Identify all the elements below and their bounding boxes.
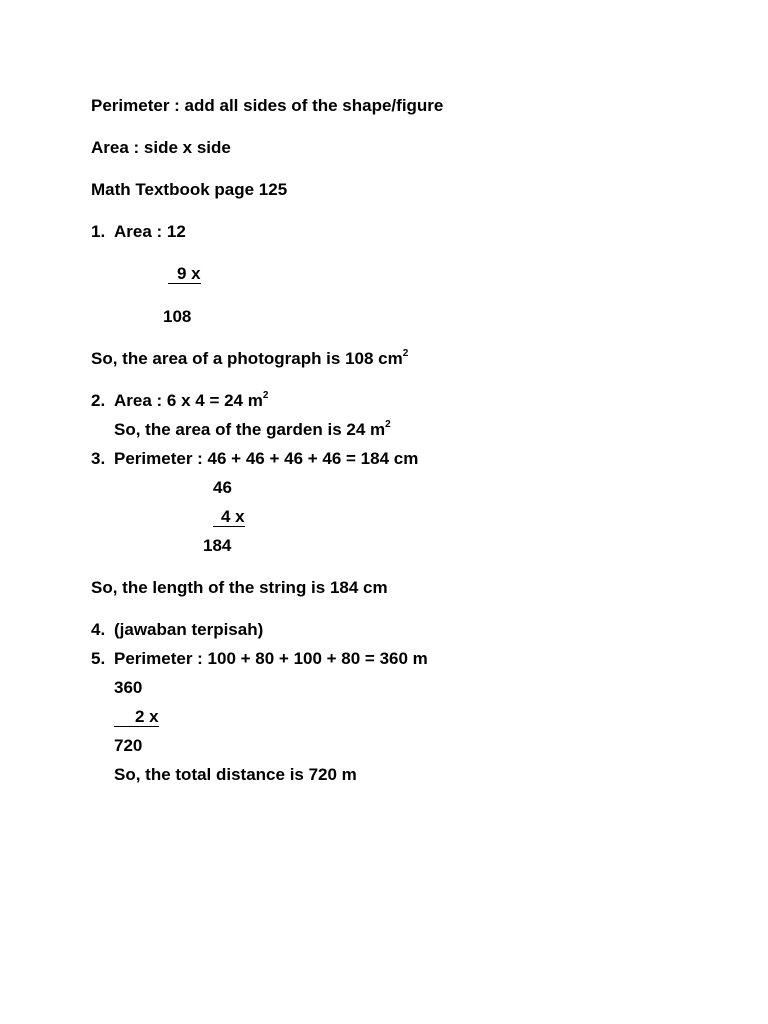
question-3-result: 184 [203,536,232,555]
question-4 [91,620,263,640]
question-1-answer-text: So, the area of a photograph is 108 cm [91,349,403,368]
question-5-answer: So, the total distance is 720 m [114,765,357,784]
question-5-multiplicand: 360 [114,678,143,697]
question-3-multiplier: 4 x [213,508,245,527]
question-2-number: 2. [91,391,106,410]
perimeter-definition: Perimeter : add all sides of the shape/figure [91,96,444,115]
question-2 [91,391,268,411]
question-1-number: 1. [91,222,106,241]
question-1-answer [91,349,408,369]
question-3-text: Perimeter : 46 + 46 + 46 + 46 = 184 cm [114,449,419,468]
question-2-answer-text: So, the area of the garden is 24 m [114,420,386,439]
question-5-multiplier-row [114,707,159,727]
question-3-number: 3. [91,449,106,468]
question-1-answer-superscript: 2 [402,348,409,359]
textbook-reference: Math Textbook page 125 [91,180,288,199]
question-1-result: 108 [163,307,192,326]
question-2-text: Area : 6 x 4 = 24 m [114,391,263,410]
question-2-text-superscript: 2 [262,390,269,401]
question-3 [91,449,418,469]
area-definition: Area : side x side [91,138,231,157]
question-1 [91,222,186,242]
question-3-multiplier-row [213,507,245,527]
question-5-text: Perimeter : 100 + 80 + 100 + 80 = 360 m [114,649,428,668]
question-5 [91,649,428,669]
question-4-number: 4. [91,620,106,639]
question-2-answer-superscript: 2 [385,419,391,430]
question-4-text: (jawaban terpisah) [114,620,264,639]
question-1-multiplier-row [168,264,201,284]
question-5-result: 720 [114,736,143,755]
question-3-answer: So, the length of the string is 184 cm [91,578,388,597]
question-1-multiplier: 9 x [168,265,201,284]
question-2-answer [114,420,391,440]
question-5-multiplier: 2 x [114,708,159,727]
question-3-multiplicand: 46 [213,478,232,497]
question-1-text: Area : 12 [114,222,186,241]
question-5-number: 5. [91,649,106,668]
